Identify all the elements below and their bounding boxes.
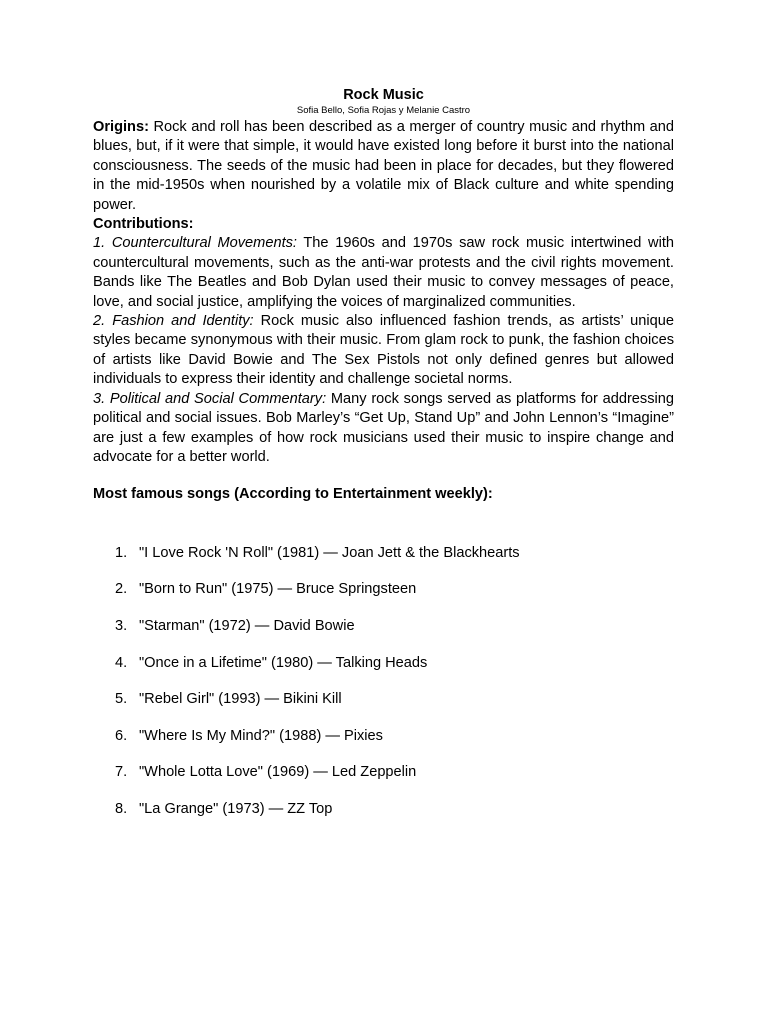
song-text: "I Love Rock 'N Roll" (1981) — Joan Jett & the Blackhearts <box>139 544 520 561</box>
contribution-text: The 1960s and 1970s saw rock music intertwined with countercultural movements, such as the anti-war protests and the civil rights movement. Bands like The Beatles and Bob Dylan used their music to convey messages of peace, love, and social justice, amplifying the voices of marginalized communities. <box>93 235 674 310</box>
contribution-fashion <box>93 312 674 390</box>
contributions-heading: Contributions: <box>93 216 194 233</box>
song-text: "Once in a Lifetime" (1980) — Talking Heads <box>139 654 428 671</box>
list-number: 6. <box>115 727 128 744</box>
song-text: "Whole Lotta Love" (1969) — Led Zeppelin <box>139 764 417 781</box>
list-number: 3. <box>115 617 128 634</box>
songs-list <box>93 544 674 818</box>
contribution-text: Rock music also influenced fashion trends, as artists’ unique styles became synonymous with their music. From glam rock to punk, the fashion choices of artists like David Bowie and The Sex Pistols not only defined genres but allowed individuals to express their identity and challenge societal norms. <box>93 313 674 388</box>
list-number: 2. <box>115 581 128 598</box>
authors-line: Sofia Bello, Sofia Rojas y Melanie Castro <box>296 105 471 116</box>
contribution-label: 3. Political and Social Commentary: <box>93 390 327 407</box>
list-item <box>93 617 674 635</box>
list-number: 7. <box>115 764 128 781</box>
origins-text: Rock and roll has been described as a merger of country music and rhythm and blues, but, if it were that simple, it would have existed long before it burst into the national consciousness. The seeds of the music had been in place for decades, but they flowered in the mid-1950s when nourished by a volatile mix of Black culture and white spending power. <box>93 119 674 213</box>
list-number: 8. <box>115 800 128 817</box>
origins-label: Origins: <box>93 119 149 135</box>
list-item <box>93 654 674 672</box>
songs-heading: Most famous songs (According to Entertainment weekly): <box>93 486 493 503</box>
song-text: "Starman" (1972) — David Bowie <box>139 617 355 634</box>
list-number: 4. <box>115 654 128 671</box>
list-item <box>93 690 674 708</box>
list-number: 1. <box>115 544 128 561</box>
list-item <box>93 544 674 562</box>
origins-paragraph <box>93 118 674 215</box>
contribution-label: 1. Countercultural Movements: <box>93 235 297 252</box>
song-text: "Rebel Girl" (1993) — Bikini Kill <box>139 691 342 708</box>
contribution-text: Many rock songs served as platforms for addressing political and social issues. Bob Marley’s “Get Up, Stand Up” and John Lennon’s “Imagine” are just a few examples of how rock musicians used their music to inspire change and advocate for a better world. <box>93 390 674 465</box>
song-text: "Where Is My Mind?" (1988) — Pixies <box>139 727 383 744</box>
list-number: 5. <box>115 691 128 708</box>
list-item <box>93 580 674 598</box>
list-item <box>93 727 674 745</box>
page-title: Rock Music <box>343 87 424 103</box>
list-item <box>93 800 674 818</box>
song-text: "Born to Run" (1975) — Bruce Springsteen <box>139 581 417 598</box>
document-page <box>93 86 674 836</box>
contribution-political <box>93 390 674 468</box>
contribution-label: 2. Fashion and Identity: <box>93 313 254 330</box>
song-text: "La Grange" (1973) — ZZ Top <box>139 800 333 817</box>
list-item <box>93 763 674 781</box>
contribution-countercultural <box>93 234 674 312</box>
